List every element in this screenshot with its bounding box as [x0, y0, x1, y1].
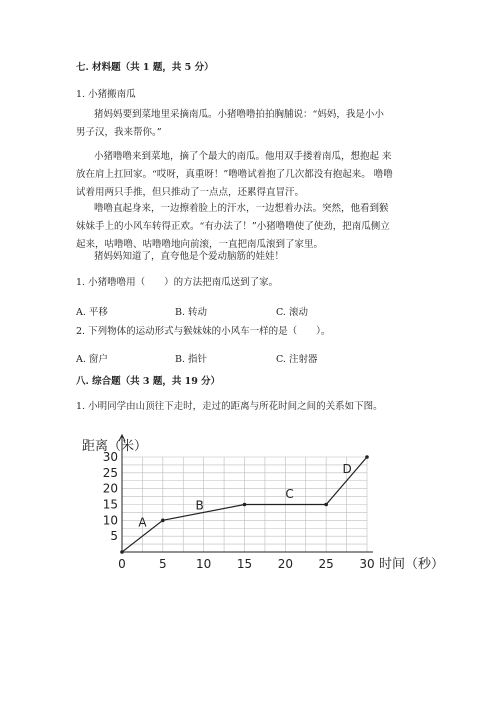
section8-title: 八. 综合题（共 3 题，共 19 分） — [76, 376, 221, 387]
story-paragraph-1 — [76, 106, 384, 142]
y-tick-label: 25 — [102, 465, 118, 480]
story-paragraph-3 — [76, 200, 390, 254]
question-1-option-c: C. 滚动 — [276, 307, 308, 318]
section8-question-1-text: 1. 小明同学由山顶往下走时，走过的距离与所花时间之间的关系如下图。 — [76, 401, 383, 412]
story-paragraph-2 — [76, 148, 393, 202]
y-tick-label: 30 — [102, 450, 118, 464]
x-tick-label: 15 — [236, 557, 253, 571]
x-tick-label: 0 — [118, 557, 126, 571]
segment-label: D — [342, 461, 352, 476]
x-axis-title: 时间（秒） — [379, 557, 445, 572]
story-line: 猪妈妈要到菜地里采摘南瓜。小猪噜噜拍拍胸脯说：“妈妈，我是小小 — [94, 109, 384, 120]
data-point — [161, 519, 165, 523]
chart-labels — [138, 462, 351, 530]
x-tick-label: 25 — [318, 557, 334, 571]
question-2-option-b: B. 指针 — [175, 354, 208, 365]
story-line: 男子汉，我来帮你。” — [76, 127, 162, 138]
x-tick-label: 5 — [159, 557, 167, 571]
question-2-option-a: A. 窗户 — [76, 354, 108, 365]
question-1-option-a: A. 平移 — [76, 307, 108, 318]
x-tick-label: 30 — [359, 557, 375, 571]
story-line: 小猪噜噜来到菜地，摘了个最大的南瓜。他用双手搂着南瓜，想抱起 来 — [94, 151, 392, 162]
x-tick-label: 20 — [277, 557, 293, 571]
x-tick-label: 10 — [196, 557, 212, 571]
section7-title: 七. 材料题（共 1 题，共 5 分） — [76, 62, 214, 73]
data-point — [120, 550, 124, 554]
question-2-text: 2. 下列物体的运动形式与猴妹妹的小风车一样的是（ ）。 — [76, 326, 331, 337]
story-line: 放在肩上扛回家。“哎呀，真重呀！”噜噜试着抱了几次都没有抱起来。 噜噜 — [76, 169, 393, 180]
story-line: 起来，咕噜噜、咕噜噜地向前滚，一直把南瓜滚到了家里。 — [76, 239, 324, 250]
data-point — [365, 455, 369, 459]
story-paragraph-4 — [94, 248, 284, 266]
segment-label: A — [138, 515, 147, 530]
story-line: 试着用两只手推，但只推动了一点点，还累得直冒汗。 — [76, 187, 305, 198]
data-point — [243, 503, 247, 507]
question-1-option-b: B. 转动 — [175, 307, 208, 318]
y-tick-label: 15 — [102, 497, 118, 512]
chart-axes — [82, 435, 444, 572]
y-axis-title: 距离（米） — [82, 439, 148, 454]
distance-time-chart — [78, 432, 458, 582]
y-tick-label: 10 — [102, 513, 118, 528]
question-2-option-c: C. 注射器 — [276, 354, 318, 365]
material-question-title: 1. 小猪搬南瓜 — [76, 89, 136, 100]
segment-label: B — [195, 498, 204, 513]
y-tick-label: 20 — [102, 481, 118, 496]
data-point — [324, 503, 328, 507]
question-1-text: 1. 小猪噜噜用（ ）的方法把南瓜送到了家。 — [76, 277, 279, 288]
y-tick-label: 5 — [110, 529, 118, 544]
story-line: 猪妈妈知道了，直夸他是个爱动脑筋的娃娃！ — [94, 251, 285, 262]
story-line: 妹妹手上的小风车转得正欢。“有办法了！”小猪噜噜使了使劲，把南瓜侧立 — [76, 221, 390, 232]
story-line: 噜噜直起身来，一边擦着脸上的汗水，一边想着办法。突然，他看到猴 — [94, 203, 389, 214]
segment-label: C — [285, 487, 294, 502]
